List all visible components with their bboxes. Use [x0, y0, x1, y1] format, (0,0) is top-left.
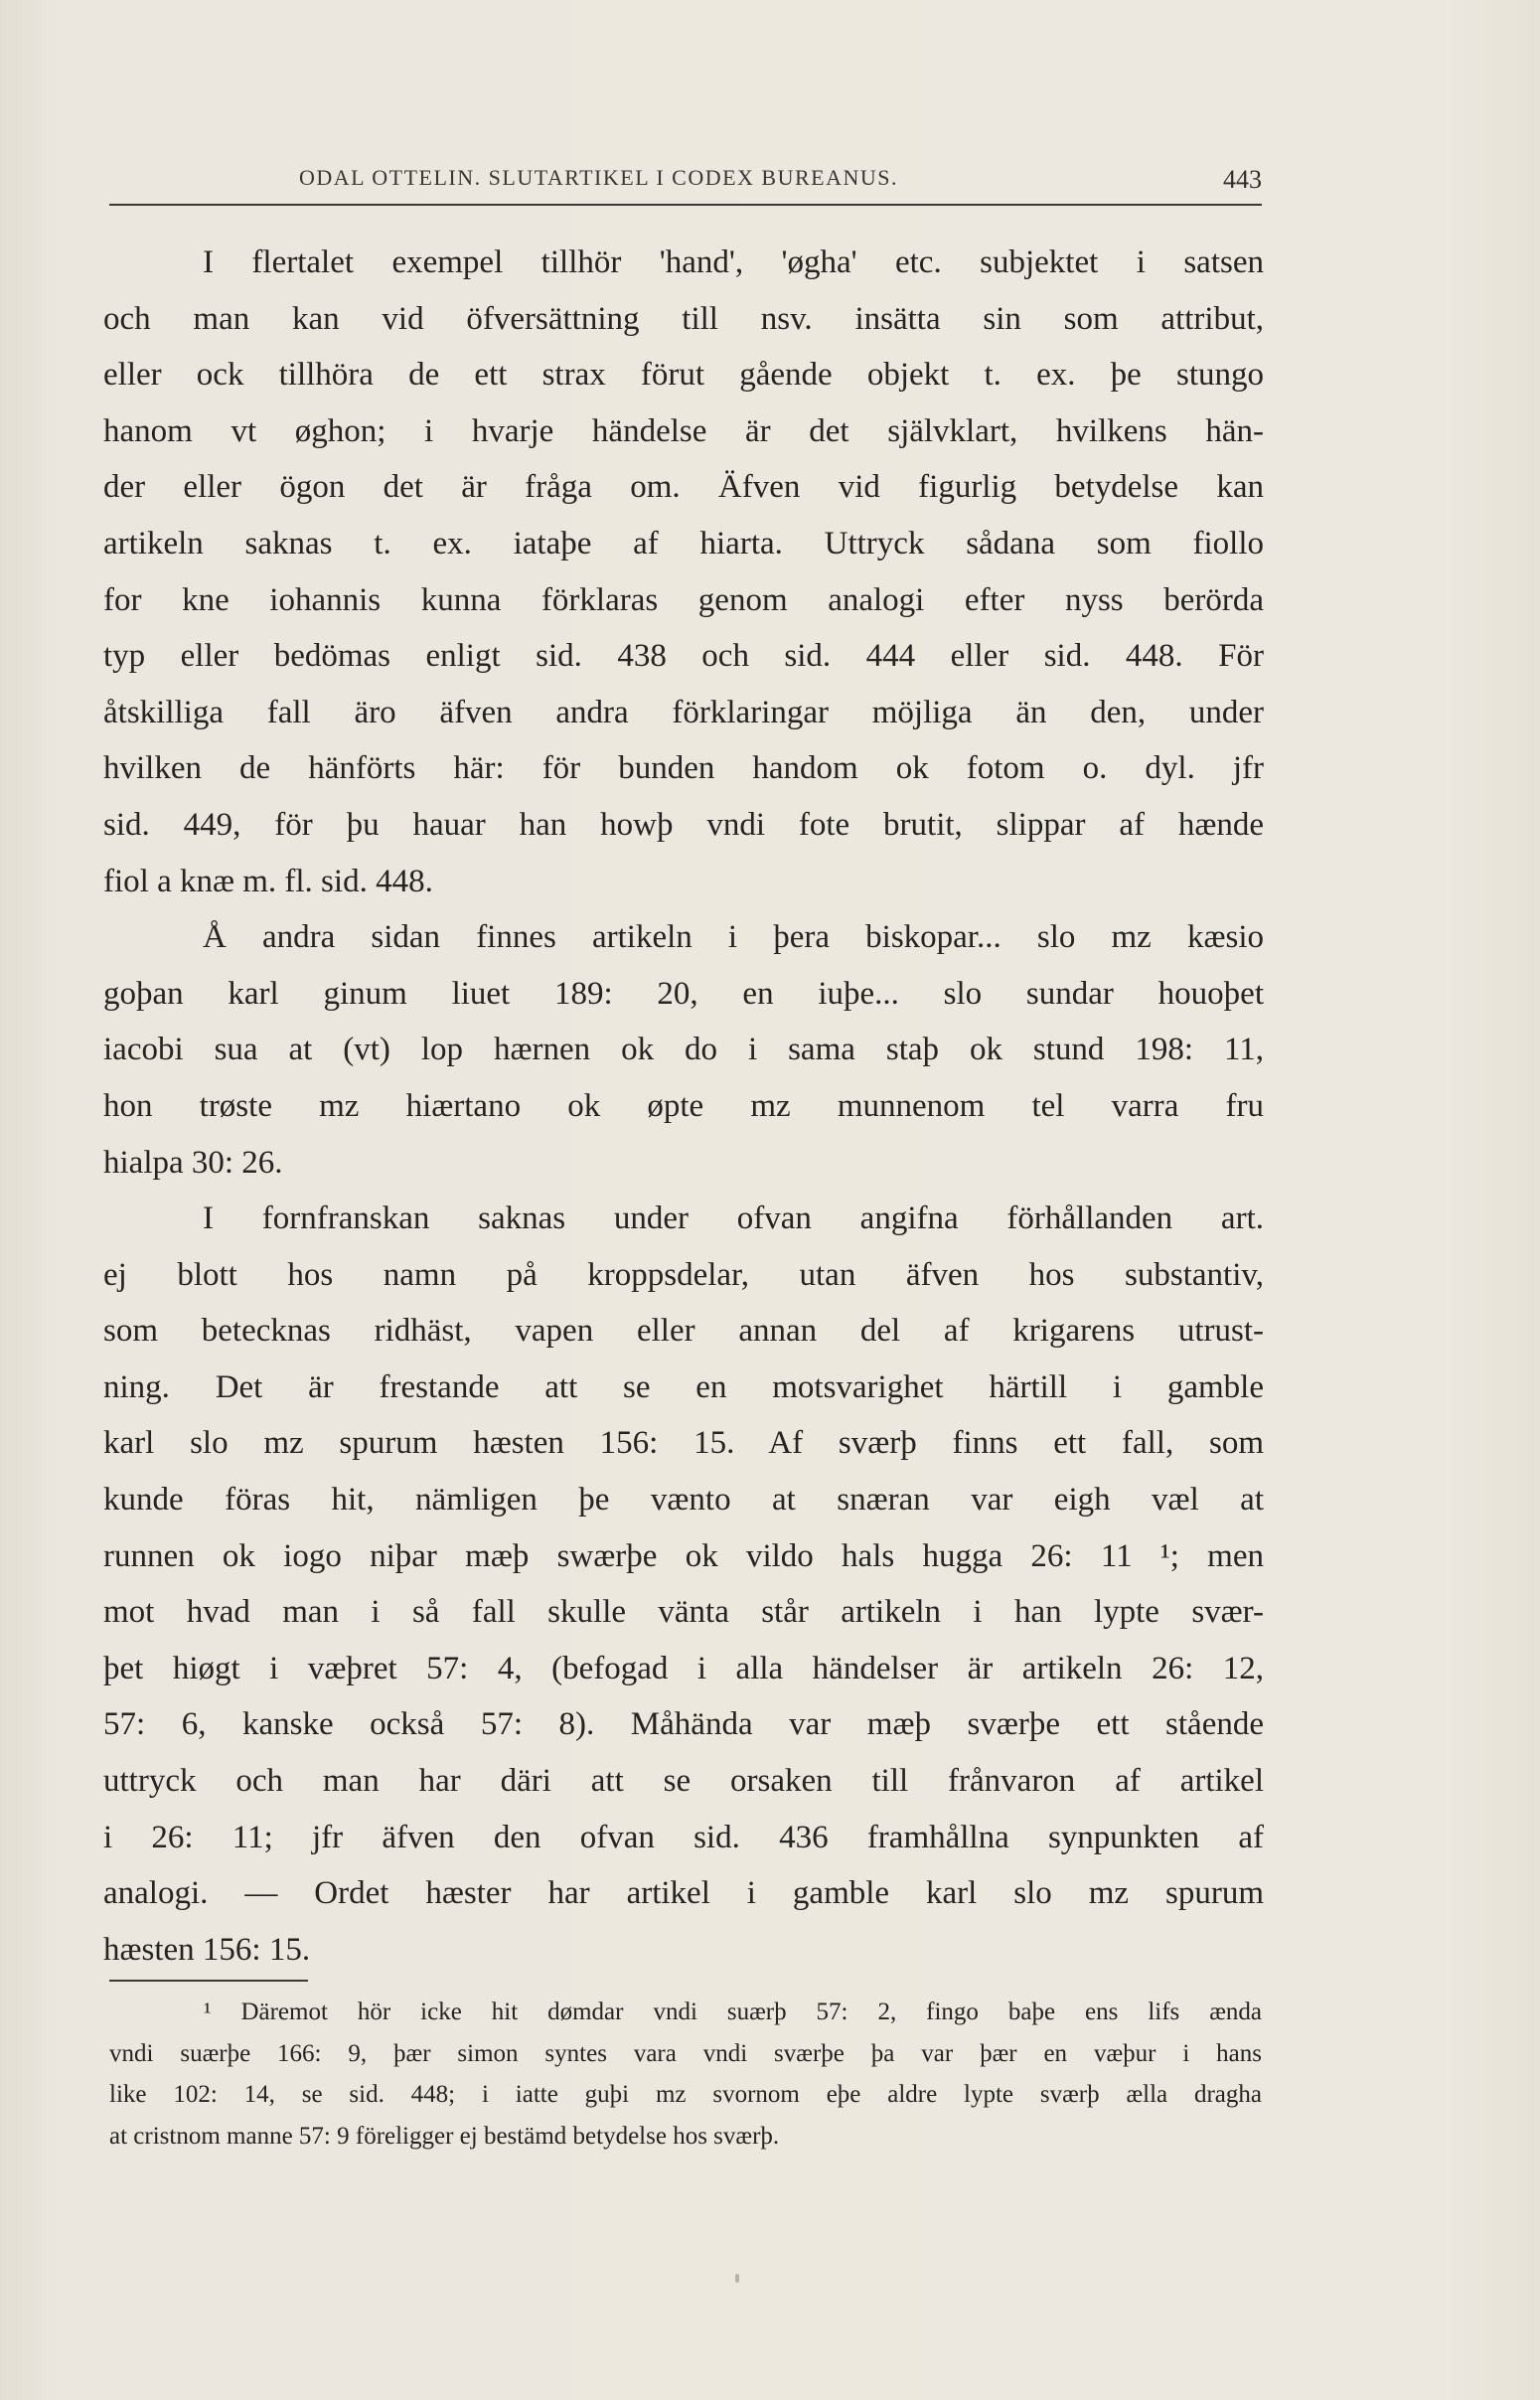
- text-line: analogi. — Ordet hæster har artikel i gamble karl slo mz spurum: [103, 1875, 1264, 1912]
- text-line: kunde föras hit, nämligen þe vænto at snæran var eigh væl at: [103, 1482, 1264, 1519]
- footnote-line: at cristnom manne 57: 9 föreligger ej bestämd betydelse hos sværþ.: [109, 2122, 780, 2150]
- text-line: ning. Det är frestande att se en motsvarighet härtill i gamble: [103, 1368, 1264, 1405]
- footnote-rule: [109, 1980, 308, 1982]
- body-text: [103, 235, 1264, 1978]
- text-line: iacobi sua at (vt) lop hærnen ok do i sama staþ ok stund 198: 11,: [103, 1032, 1264, 1068]
- paper-speck: [735, 2274, 739, 2283]
- text-line: åtskilliga fall äro äfven andra förklaringar möjliga än den, under: [103, 694, 1264, 730]
- text-line: for kne iohannis kunna förklaras genom analogi efter nyss berörda: [103, 581, 1264, 618]
- text-line: runnen ok iogo niþar mæþ swærþe ok vildo hals hugga 26: 11 ¹; men: [103, 1537, 1264, 1574]
- text-line: eller ock tillhöra de ett strax förut gående objekt t. ex. þe stungo: [103, 357, 1264, 394]
- footnote-line: ¹ Däremot hör icke hit dømdar vndi suærþ 57: 2, fingo baþe ens lifs ænda: [204, 1999, 1262, 2025]
- text-line: hæsten 156: 15.: [103, 1931, 311, 1968]
- text-line: þet hiøgt i væþret 57: 4, (befogad i alla händelser är artikeln 26: 12,: [103, 1650, 1264, 1686]
- text-line: goþan karl ginum liuet 189: 20, en iuþe... slo sundar houoþet: [103, 975, 1264, 1012]
- header-title: ODAL OTTELIN. SLUTARTIKEL I CODEX BUREANUS.: [299, 165, 899, 190]
- footnote-line: like 102: 14, se sid. 448; i iatte guþi mz svornom eþe aldre lypte sværþ ælla dragha: [109, 2081, 1262, 2108]
- footnote-line: vndi suærþe 166: 9, þær simon syntes vara vndi sværþe þa var þær en væþur i hans: [109, 2039, 1262, 2067]
- text-line: Å andra sidan finnes artikeln i þera biskopar... slo mz kæsio: [203, 919, 1264, 956]
- header-rule: [109, 204, 1262, 206]
- running-header: [104, 159, 1262, 207]
- text-line: typ eller bedömas enligt sid. 438 och sid. 444 eller sid. 448. För: [103, 638, 1264, 675]
- text-line: I fornfranskan saknas under ofvan angifna förhållanden art.: [203, 1200, 1264, 1237]
- footnotes: [109, 1992, 1262, 2157]
- page-number: 443: [1223, 165, 1262, 194]
- text-line: uttryck och man har däri att se orsaken till frånvaron af artikel: [103, 1763, 1264, 1800]
- text-line: sid. 449, för þu hauar han howþ vndi fote brutit, slippar af hænde: [103, 806, 1264, 843]
- text-line: artikeln saknas t. ex. iataþe af hiarta. Uttryck sådana som fiollo: [103, 525, 1264, 561]
- text-line: och man kan vid öfversättning till nsv. insätta sin som attribut,: [103, 300, 1264, 337]
- text-line: hvilken de hänförts här: för bunden handom ok fotom o. dyl. jfr: [103, 750, 1264, 787]
- text-line: i 26: 11; jfr äfven den ofvan sid. 436 framhållna synpunkten af: [103, 1819, 1264, 1855]
- text-line: hialpa 30: 26.: [103, 1144, 283, 1181]
- text-line: mot hvad man i så fall skulle vänta står artikeln i han lypte svær-: [103, 1594, 1264, 1631]
- text-line: fiol a knæ m. fl. sid. 448.: [103, 863, 433, 899]
- text-line: som betecknas ridhäst, vapen eller annan del af krigarens utrust-: [103, 1313, 1264, 1350]
- text-line: der eller ögon det är fråga om. Äfven vid figurlig betydelse kan: [103, 469, 1264, 506]
- text-line: karl slo mz spurum hæsten 156: 15. Af sværþ finns ett fall, som: [103, 1425, 1264, 1462]
- text-line: ej blott hos namn på kroppsdelar, utan äfven hos substantiv,: [103, 1256, 1264, 1293]
- text-line: 57: 6, kanske också 57: 8). Måhända var mæþ sværþe ett stående: [103, 1706, 1264, 1743]
- text-line: I flertalet exempel tillhör 'hand', 'øgha' etc. subjektet i satsen: [203, 244, 1264, 280]
- text-line: hon trøste mz hiærtano ok øpte mz munnenom tel varra fru: [103, 1087, 1264, 1124]
- text-line: hanom vt øghon; i hvarje händelse är det självklart, hvilkens hän-: [103, 412, 1264, 449]
